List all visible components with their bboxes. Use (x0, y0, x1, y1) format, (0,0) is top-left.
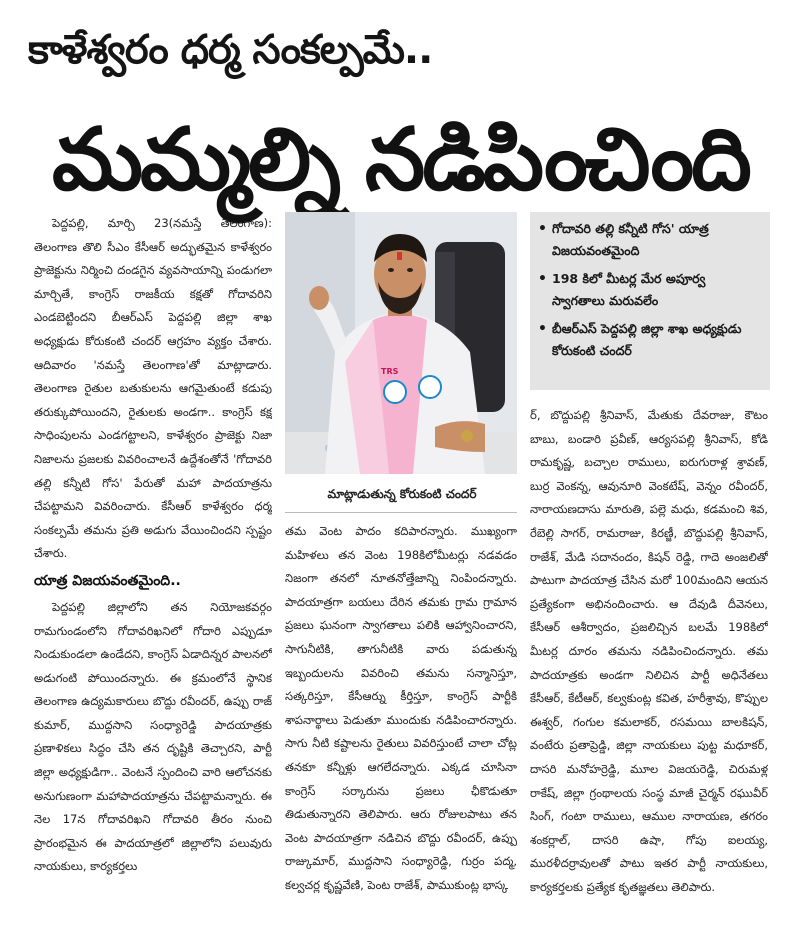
caption-divider (285, 512, 517, 513)
article-headline: మమ్మల్ని నడిపించింది (52, 110, 749, 210)
badge-label: TRS (381, 367, 399, 376)
highlight-item (538, 218, 760, 262)
highlight-item (538, 318, 760, 362)
bullet-icon: • (538, 271, 547, 287)
bullet-icon: • (538, 221, 547, 237)
body-paragraph: తమ వెంట పాదం కదిపారన్నారు. ముఖ్యంగా మహిళలు తన వెంట 198కిలోమీటర్లు నడవడం నిజంగా తనలో నూతనోత్తేజాన్ని నింపిందన్నారు. పాదయాత్రగా బయలు దేరిన తమకు గ్రామ గ్రామాన ప్రజలు ఘనంగా స్వాగతాలు పలికి ఆహ్వానించారని, సాగునీటికి, తాగునీటికి వారు పడుతున్న ఇబ్బందులను వివరించి తమను సన్మానిస్తూ, సత్కరిస్తూ, కేసీఆర్ను కీర్తిస్తూ, కాంగ్రెస్ పార్టీకి శాపనార్థాలు పెడుతూ ముందుకు నడిపించారన్నారు. సాగు నీటి కష్టాలను రైతులు వివరిస్తుంటే చాలా చోట్ల తనకూ కన్నీళ్లు ఆగలేదన్నారు. ఎక్కడ చూసినా కాంగ్రెస్ సర్కారును ప్రజలు ఛీకొడుతూ తిడుతున్నారని తెలిపారు. ఆరు రోజులపాటు తన వెంట పాదయాత్రగా నడిచిన బొద్దు రవీందర్, ఉప్పు రాజ్కుమార్, ముద్దసాని సంధ్యారెడ్డి, గుర్రం పద్మ, కల్వచర్ల కృష్ణవేణి, పెంట రాజేశ్, పాముకుంట్ల భాస్క (285, 524, 517, 892)
bullet-icon: • (538, 321, 547, 337)
highlights-box (530, 212, 770, 390)
photo-caption: మాట్లాడుతున్న కోరుకంటి చందర్ (327, 487, 477, 501)
article-column-1 (34, 212, 272, 914)
section-subhead: యాత్ర విజయవంతమైంది.. (34, 572, 181, 589)
highlight-item (538, 268, 760, 312)
article-column-3 (530, 404, 768, 914)
highlight-text: 198 కిలో మీటర్ల మేర అపూర్వ స్వాగతాలు మరువలేం (552, 271, 706, 308)
article-column-2 (285, 520, 517, 914)
body-paragraph: పెద్దపల్లి, మార్చి 23(నమస్తే తెలంగాణ): తెలంగాణ తొలి సీఎం కేసీఆర్ అద్భుతమైన కాళేశ్వరం ప్రాజెక్టును నిర్మించి దండగైన వ్యవసాయాన్ని పండుగలా మార్చితే, కాంగ్రెస్ రాజకీయ కక్షతో గోదావరిని ఎండబెట్టిందని బీఆర్ఎస్ పెద్దపల్లి జిల్లా శాఖ అధ్యక్షుడు కోరుకంటి చందర్ ఆగ్రహం వ్యక్తం చేశారు. ఆదివారం 'నమస్తే తెలంగాణ'తో మాట్లాడారు. తెలంగాణ రైతుల బతుకులను ఆగమైతుంటే కడుపు తరుక్కుపోయిందని, రైతులకు అండగా.. కాంగ్రెస్ కక్ష సాధింపులను ఎండగట్టాలని, కాళేశ్వరం ప్రాజెక్టు నిజా నిజాలను ప్రజలకు వివరించాలనే ఉద్దేశంతోనే 'గోదావరి తల్లి కన్నీటి గోస' పేరుతో మహా పాదయాత్రను చేపట్టామని వివరించారు. కేసీఆర్ కాళేశ్వరం ధర్మ సంకల్పమే తమను ప్రతి అడుగు వేయించిందని స్పష్టం చేశారు. (34, 216, 272, 561)
highlight-text: బీఆర్ఎస్ పెద్దపల్లి జిల్లా శాఖ అధ్యక్షుడు కోరుకంటి చందర్ (552, 321, 742, 358)
article-photo (285, 212, 517, 474)
highlight-text: గోదావరి తల్లి కన్నీటి గోస' యాత్ర విజయవంతమైంది (552, 221, 709, 258)
article-kicker: కాళేశ్వరం ధర్మ సంకల్పమే.. (28, 27, 433, 73)
body-paragraph: ర్, బొద్దుపల్లి శ్రీనివాస్, మేతుకు దేవరాజు, కౌటం బాబు, బండారి ప్రవీణ్, ఆర్యసపల్లి శ్రీనివాస్, కోడి రామకృష్ణ, బచ్చాల రాములు, ఐరుగురాళ్ల శ్రావణ్, బుర్ర వెంకన్న, ఆవునూరి వెంకటేష్, వెన్నం రవీందర్, నారాయణదాసు మారుతి, పల్లె మధు, కడమంచి శివ, రేబెల్లి సాగర్, రామరాజు, కిరణ్జీ, బొద్దుపల్లి శ్రీనివాస్, రాజేశ్, మేడి సదానందం, కిషన్ రెడ్డి, గాదె అంజలితో పాటుగా పాదయాత్ర చేసిన మరో 100మందిని ఆయన ప్రత్యేకంగా అభినందించారు. ఆ దేవుడి దీవెనలు, కేసీఆర్ ఆశీర్వాదం, ప్రజలిచ్చిన బలమే 198కిలో మీటర్ల దూరం తమను నడిపించిందన్నారు. తమ పాదయాత్రకు అండగా నిలిచిన పార్టీ అధినేతలు కేసీఆర్, కేటీఆర్, కల్వకుంట్ల కవిత, హరీశ్రావు, కొప్పుల ఈశ్వర్, గంగుల కమలాకర్, రసమయి బాలకిషన్, వంటేరు ప్రతాప్రెడ్డి, జిల్లా నాయకులు పుట్ట మధూకర్, దాసరి మనోహర్రెడ్డి, మూల విజయరెడ్డి, చిరుమళ్ల రాకేష్, జిల్లా గ్రంథాలయ సంస్థ మాజీ చైర్మన్ రఘువీర్ సింగ్, గంటా రాములు, ఆముల నారాయణ, తగరం శంకర్లాల్, దాసరి ఉషా, గోపు ఐలయ్య, మురళీదర్రావులతో పాటు ఇతర పార్టీ నాయకులు, కార్యకర్తలకు ప్రత్యేక కృతజ్ఞతలు తెలిపారు. (530, 408, 768, 894)
body-paragraph: పెద్దపల్లి జిల్లాలోని తన నియోజకవర్గం రామగుండంలోని గోదావరిఖనిలో గోదారి ఎప్పుడూ నిండుకుండలా ఉండేదని, కాంగ్రెస్ ఏడాదిన్నర పాలనలో అడుగంటి పోయిందన్నారు. ఈ క్రమంలోనే స్థానిక తెలంగాణ ఉద్యమకారులు బొద్దు రవీందర్, ఉప్పు రాజ్ కుమార్, ముద్దసాని సంధ్యారెడ్డి పాదయాత్రకు ప్రణాళికలు సిద్ధం చేసి తన దృష్టికి తెచ్చారని, పార్టీ జిల్లా అధ్యక్షుడిగా.. వెంటనే స్పందించి వారి ఆలోచనకు అనుగుణంగా మహాపాదయాత్రను చేపట్టామన్నారు. ఈ నెల 17న గోదావరిఖని గోదావరి తీరం నుంచి ప్రారంభమైన ఈ పాదయాత్రలో జిల్లాలోని పలువురు నాయకులు, కార్యకర్తలు (34, 599, 272, 874)
portrait-illustration (285, 212, 517, 474)
